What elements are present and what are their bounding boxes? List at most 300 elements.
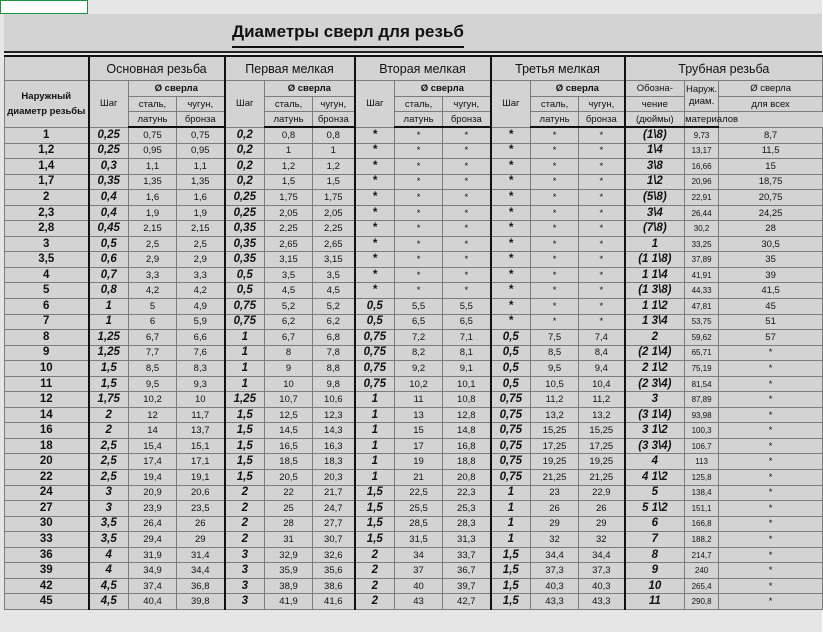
- table-cell: 8,7: [719, 127, 823, 143]
- table-cell: 13,2: [531, 407, 579, 423]
- brass-label: латунь: [531, 112, 579, 128]
- table-cell: *: [355, 267, 395, 283]
- selected-cell[interactable]: [0, 0, 88, 14]
- table-cell: 166,8: [685, 516, 719, 532]
- table-cell: 3 1\2: [625, 423, 685, 439]
- table-cell: 16,3: [313, 438, 355, 454]
- table-cell: 1,2: [313, 159, 355, 175]
- table-body: [5, 127, 823, 609]
- table-cell: 9,1: [443, 361, 491, 377]
- table-cell: 8,5: [129, 361, 177, 377]
- table-cell: *: [395, 252, 443, 268]
- table-cell: 33,7: [443, 547, 491, 563]
- table-row: [5, 299, 823, 315]
- table-cell: *: [395, 127, 443, 143]
- table-cell: 10,7: [265, 392, 313, 408]
- table-cell: 7,5: [531, 330, 579, 346]
- table-cell: *: [491, 221, 531, 237]
- table-cell: 15,25: [531, 423, 579, 439]
- table-cell: 0,5: [225, 283, 265, 299]
- table-cell: *: [531, 127, 579, 143]
- table-row: [5, 578, 823, 594]
- table-cell: 30,7: [313, 532, 355, 548]
- table-cell: 1,25: [89, 345, 129, 361]
- table-cell: *: [355, 190, 395, 206]
- table-cell: *: [491, 283, 531, 299]
- table-cell: 6,6: [177, 330, 225, 346]
- steel-label: сталь,: [129, 97, 177, 112]
- all-materials-header-2: для всех: [719, 97, 823, 112]
- table-cell: 18,8: [443, 454, 491, 470]
- table-cell: *: [719, 376, 823, 392]
- table-cell: 37,4: [129, 578, 177, 594]
- table-cell: *: [531, 143, 579, 159]
- table-cell: 9,8: [313, 376, 355, 392]
- table-cell: 1,9: [177, 205, 225, 221]
- table-cell: 0,75: [177, 127, 225, 143]
- table-cell: 22: [5, 470, 89, 486]
- cast-iron-label: чугун,: [443, 97, 491, 112]
- table-cell: 7,4: [579, 330, 625, 346]
- table-cell: 5: [129, 299, 177, 315]
- table-row: [5, 501, 823, 517]
- table-cell: 3,5: [89, 516, 129, 532]
- table-cell: (1\8): [625, 127, 685, 143]
- table-cell: 1,35: [129, 174, 177, 190]
- table-cell: 10: [177, 392, 225, 408]
- outer-diameter-label: Наружный диаметр резьбы: [7, 90, 86, 117]
- table-cell: *: [719, 392, 823, 408]
- table-cell: 0,75: [491, 470, 531, 486]
- table-cell: *: [491, 314, 531, 330]
- table-cell: *: [579, 159, 625, 175]
- table-row: [5, 143, 823, 159]
- table-cell: 1,5: [225, 407, 265, 423]
- table-cell: 4,5: [89, 578, 129, 594]
- table-cell: 0,75: [129, 127, 177, 143]
- outer-diam-short-label-1: Наруж.: [685, 84, 718, 95]
- table-cell: 0,25: [89, 127, 129, 143]
- table-cell: 20,9: [129, 485, 177, 501]
- table-cell: 2,65: [265, 236, 313, 252]
- table-cell: *: [531, 205, 579, 221]
- table-cell: *: [719, 470, 823, 486]
- table-cell: 4,5: [89, 594, 129, 610]
- table-cell: *: [579, 252, 625, 268]
- table-row: [5, 423, 823, 439]
- table-cell: (1 3\8): [625, 283, 685, 299]
- table-cell: *: [491, 159, 531, 175]
- table-cell: 34,4: [177, 563, 225, 579]
- table-cell: 6: [129, 314, 177, 330]
- table-cell: *: [491, 299, 531, 315]
- table-cell: 3: [225, 594, 265, 610]
- title-area: [4, 14, 822, 53]
- table-cell: *: [719, 578, 823, 594]
- table-cell: 1: [355, 454, 395, 470]
- table-cell: 3,15: [265, 252, 313, 268]
- table-cell: 0,75: [491, 438, 531, 454]
- table-cell: 28,5: [395, 516, 443, 532]
- table-cell: *: [719, 547, 823, 563]
- table-cell: 1: [89, 314, 129, 330]
- table-cell: 1: [89, 299, 129, 315]
- table-cell: 0,95: [177, 143, 225, 159]
- table-cell: 0,6: [89, 252, 129, 268]
- table-cell: *: [531, 190, 579, 206]
- table-row: [5, 438, 823, 454]
- table-cell: 0,75: [491, 407, 531, 423]
- table-cell: 1,5: [491, 547, 531, 563]
- table-cell: 24: [5, 485, 89, 501]
- table-cell: *: [395, 267, 443, 283]
- table-cell: 5,2: [265, 299, 313, 315]
- table-cell: 20,6: [177, 485, 225, 501]
- table-cell: 9,3: [177, 376, 225, 392]
- table-cell: 42,7: [443, 594, 491, 610]
- table-cell: *: [395, 221, 443, 237]
- table-cell: 1,5: [225, 454, 265, 470]
- table-cell: 4,2: [129, 283, 177, 299]
- table-cell: 9,5: [531, 361, 579, 377]
- table-cell: 0,25: [225, 205, 265, 221]
- table-cell: 5,5: [395, 299, 443, 315]
- table-cell: *: [719, 438, 823, 454]
- table-cell: 17,1: [177, 454, 225, 470]
- table-cell: 17,25: [531, 438, 579, 454]
- table-cell: 1: [313, 143, 355, 159]
- table-cell: 16,66: [685, 159, 719, 175]
- table-cell: 4,2: [177, 283, 225, 299]
- table-cell: 0,25: [225, 190, 265, 206]
- table-cell: 2: [355, 547, 395, 563]
- table-cell: 10: [5, 361, 89, 377]
- table-cell: 20: [5, 454, 89, 470]
- table-cell: 4,5: [313, 283, 355, 299]
- table-cell: *: [531, 314, 579, 330]
- table-cell: *: [443, 174, 491, 190]
- table-cell: 1\2: [625, 174, 685, 190]
- table-cell: 1,1: [177, 159, 225, 175]
- table-cell: 35: [719, 252, 823, 268]
- table-cell: 1,25: [89, 330, 129, 346]
- table-cell: 44,33: [685, 283, 719, 299]
- table-cell: 2,05: [265, 205, 313, 221]
- table-cell: *: [579, 190, 625, 206]
- table-cell: *: [719, 454, 823, 470]
- table-cell: 31,3: [443, 532, 491, 548]
- table-cell: 6,2: [265, 314, 313, 330]
- table-cell: *: [719, 594, 823, 610]
- table-cell: *: [443, 236, 491, 252]
- table-cell: 20,96: [685, 174, 719, 190]
- table-cell: 25,3: [443, 501, 491, 517]
- table-cell: 14,5: [265, 423, 313, 439]
- table-cell: 0,4: [89, 205, 129, 221]
- table-cell: *: [719, 361, 823, 377]
- table-cell: 24,7: [313, 501, 355, 517]
- table-cell: 9,73: [685, 127, 719, 143]
- table-cell: *: [395, 236, 443, 252]
- table-cell: 1: [355, 438, 395, 454]
- table-row: [5, 345, 823, 361]
- table-cell: 2: [355, 594, 395, 610]
- table-cell: 30,2: [685, 221, 719, 237]
- drill-header: Ø сверла: [531, 81, 625, 97]
- table-cell: 31,9: [129, 547, 177, 563]
- table-cell: 16: [5, 423, 89, 439]
- table-cell: 26: [177, 516, 225, 532]
- table-cell: 26: [579, 501, 625, 517]
- table-cell: 43,3: [531, 594, 579, 610]
- table-cell: *: [395, 159, 443, 175]
- table-cell: 29: [177, 532, 225, 548]
- table-cell: 31: [265, 532, 313, 548]
- table-cell: 7: [625, 532, 685, 548]
- table-cell: 35,9: [265, 563, 313, 579]
- table-cell: 11,2: [579, 392, 625, 408]
- table-cell: 3: [89, 485, 129, 501]
- table-cell: 0,35: [225, 236, 265, 252]
- cast-iron-label: чугун,: [579, 97, 625, 112]
- table-row: [5, 407, 823, 423]
- table-cell: 2: [355, 563, 395, 579]
- table-cell: 214,7: [685, 547, 719, 563]
- table-cell: 2,5: [129, 236, 177, 252]
- table-cell: 25,5: [395, 501, 443, 517]
- table-cell: 290,8: [685, 594, 719, 610]
- table-cell: 2,9: [129, 252, 177, 268]
- table-cell: 10,5: [531, 376, 579, 392]
- table-cell: 1: [355, 423, 395, 439]
- table-cell: 10: [625, 578, 685, 594]
- table-cell: *: [579, 174, 625, 190]
- brass-label: латунь: [265, 112, 313, 128]
- all-materials-header: Ø сверла: [719, 81, 823, 97]
- table-cell: 1,75: [313, 190, 355, 206]
- table-cell: 113: [685, 454, 719, 470]
- table-cell: 7,6: [177, 345, 225, 361]
- table-cell: 2,5: [89, 470, 129, 486]
- table-cell: 5,2: [313, 299, 355, 315]
- table-cell: *: [491, 143, 531, 159]
- table-cell: *: [719, 532, 823, 548]
- table-cell: 2,25: [265, 221, 313, 237]
- table-cell: 4: [5, 267, 89, 283]
- bronze-label: бронза: [313, 112, 355, 128]
- table-cell: *: [355, 143, 395, 159]
- table-cell: 36,8: [177, 578, 225, 594]
- table-cell: 36: [5, 547, 89, 563]
- table-cell: 39,7: [443, 578, 491, 594]
- designation-header: Обозна-: [625, 81, 685, 97]
- table-cell: 36,7: [443, 563, 491, 579]
- table-cell: 6: [5, 299, 89, 315]
- table-cell: 35,6: [313, 563, 355, 579]
- table-cell: 12,5: [265, 407, 313, 423]
- table-cell: 9: [625, 563, 685, 579]
- table-row: [5, 205, 823, 221]
- table-cell: 14,3: [313, 423, 355, 439]
- table-cell: 19,4: [129, 470, 177, 486]
- table-cell: *: [531, 236, 579, 252]
- table-cell: 0,75: [491, 454, 531, 470]
- table-cell: 0,5: [355, 314, 395, 330]
- table-cell: 43,3: [579, 594, 625, 610]
- table-cell: 0,75: [355, 345, 395, 361]
- table-cell: 18: [5, 438, 89, 454]
- table-row: [5, 174, 823, 190]
- table-cell: 17,25: [579, 438, 625, 454]
- table-cell: 1: [491, 532, 531, 548]
- table-cell: 28: [719, 221, 823, 237]
- table-cell: 6,5: [443, 314, 491, 330]
- table-cell: 40,3: [579, 578, 625, 594]
- table-cell: 3\4: [625, 205, 685, 221]
- table-cell: 8: [625, 547, 685, 563]
- table-cell: 6,7: [265, 330, 313, 346]
- table-cell: 15,25: [579, 423, 625, 439]
- table-cell: 0,35: [89, 174, 129, 190]
- table-cell: *: [443, 190, 491, 206]
- table-cell: 15: [719, 159, 823, 175]
- table-cell: 1,5: [225, 438, 265, 454]
- table-cell: 1,5: [225, 423, 265, 439]
- table-cell: 39,8: [177, 594, 225, 610]
- table-cell: 47,81: [685, 299, 719, 315]
- table-cell: 43: [395, 594, 443, 610]
- table-cell: 51: [719, 314, 823, 330]
- table-cell: 41,5: [719, 283, 823, 299]
- outer-diam-short-label-2: диам.: [688, 96, 715, 107]
- table-cell: 33: [5, 532, 89, 548]
- table-cell: 0,5: [225, 267, 265, 283]
- table-cell: 8: [5, 330, 89, 346]
- table-cell: 0,75: [355, 361, 395, 377]
- table-cell: 21: [395, 470, 443, 486]
- table-cell: 4,5: [265, 283, 313, 299]
- table-cell: 24,25: [719, 205, 823, 221]
- table-cell: 15,1: [177, 438, 225, 454]
- table-cell: 2,65: [313, 236, 355, 252]
- table-cell: *: [443, 252, 491, 268]
- table-cell: 11,5: [719, 143, 823, 159]
- table-cell: 0,8: [265, 127, 313, 143]
- table-cell: 2,5: [89, 438, 129, 454]
- table-cell: 3,15: [313, 252, 355, 268]
- table-cell: *: [355, 221, 395, 237]
- table-cell: 1,75: [89, 392, 129, 408]
- table-row: [5, 127, 823, 143]
- table-cell: (2 1\4): [625, 345, 685, 361]
- table-cell: 30,5: [719, 236, 823, 252]
- table-cell: *: [719, 563, 823, 579]
- table-cell: 19,25: [531, 454, 579, 470]
- table-cell: *: [579, 236, 625, 252]
- table-cell: 6,8: [313, 330, 355, 346]
- table-row: [5, 392, 823, 408]
- table-cell: 0,5: [355, 299, 395, 315]
- table-cell: 13,17: [685, 143, 719, 159]
- table-cell: 1,7: [5, 174, 89, 190]
- table-cell: 7,2: [395, 330, 443, 346]
- table-cell: 0,35: [225, 221, 265, 237]
- table-cell: *: [443, 221, 491, 237]
- table-cell: *: [355, 174, 395, 190]
- table-cell: *: [443, 143, 491, 159]
- table-cell: 6: [625, 516, 685, 532]
- table-cell: 8,3: [177, 361, 225, 377]
- brass-label: латунь: [395, 112, 443, 128]
- table-cell: 1,5: [225, 470, 265, 486]
- table-cell: 34: [395, 547, 443, 563]
- table-row: [5, 190, 823, 206]
- table-cell: 14: [5, 407, 89, 423]
- table-cell: 38,6: [313, 578, 355, 594]
- table-cell: 0,5: [491, 376, 531, 392]
- table-cell: 2: [625, 330, 685, 346]
- table-cell: 45: [5, 594, 89, 610]
- table-cell: 12: [129, 407, 177, 423]
- table-cell: 30: [5, 516, 89, 532]
- table-cell: *: [443, 159, 491, 175]
- table-cell: 87,89: [685, 392, 719, 408]
- table-cell: 34,4: [531, 547, 579, 563]
- table-cell: 5: [5, 283, 89, 299]
- table-cell: (5\8): [625, 190, 685, 206]
- table-cell: 21,25: [531, 470, 579, 486]
- table-cell: 17,4: [129, 454, 177, 470]
- bronze-label: бронза: [177, 112, 225, 128]
- table-cell: 19,1: [177, 470, 225, 486]
- table-cell: 0,5: [89, 236, 129, 252]
- drill-table: [4, 55, 823, 610]
- table-cell: 1 3\4: [625, 314, 685, 330]
- all-materials-header-3: материалов: [685, 112, 719, 128]
- table-cell: 10,6: [313, 392, 355, 408]
- table-cell: *: [395, 174, 443, 190]
- table-cell: 9,4: [579, 361, 625, 377]
- table-cell: 2,5: [89, 454, 129, 470]
- table-cell: 40: [395, 578, 443, 594]
- table-cell: 20,75: [719, 190, 823, 206]
- table-cell: 1: [491, 501, 531, 517]
- table-cell: 7,8: [313, 345, 355, 361]
- table-cell: *: [491, 205, 531, 221]
- table-cell: *: [579, 205, 625, 221]
- table-cell: 4: [89, 563, 129, 579]
- table-cell: 37,3: [579, 563, 625, 579]
- steel-label: сталь,: [265, 97, 313, 112]
- table-cell: 1,9: [129, 205, 177, 221]
- table-cell: 0,35: [225, 252, 265, 268]
- table-cell: 5: [625, 485, 685, 501]
- bronze-label: бронза: [443, 112, 491, 128]
- brass-label: латунь: [129, 112, 177, 128]
- table-cell: 18,75: [719, 174, 823, 190]
- table-cell: 1: [491, 485, 531, 501]
- table-cell: *: [355, 283, 395, 299]
- table-cell: 12,3: [313, 407, 355, 423]
- table-cell: 2: [225, 501, 265, 517]
- page-title: Диаметры сверл для резьб: [232, 18, 464, 48]
- table-cell: 4 1\2: [625, 470, 685, 486]
- table-cell: 1: [355, 392, 395, 408]
- table-cell: 27: [5, 501, 89, 517]
- table-cell: 31,4: [177, 547, 225, 563]
- table-cell: 21,7: [313, 485, 355, 501]
- table-cell: 2: [89, 407, 129, 423]
